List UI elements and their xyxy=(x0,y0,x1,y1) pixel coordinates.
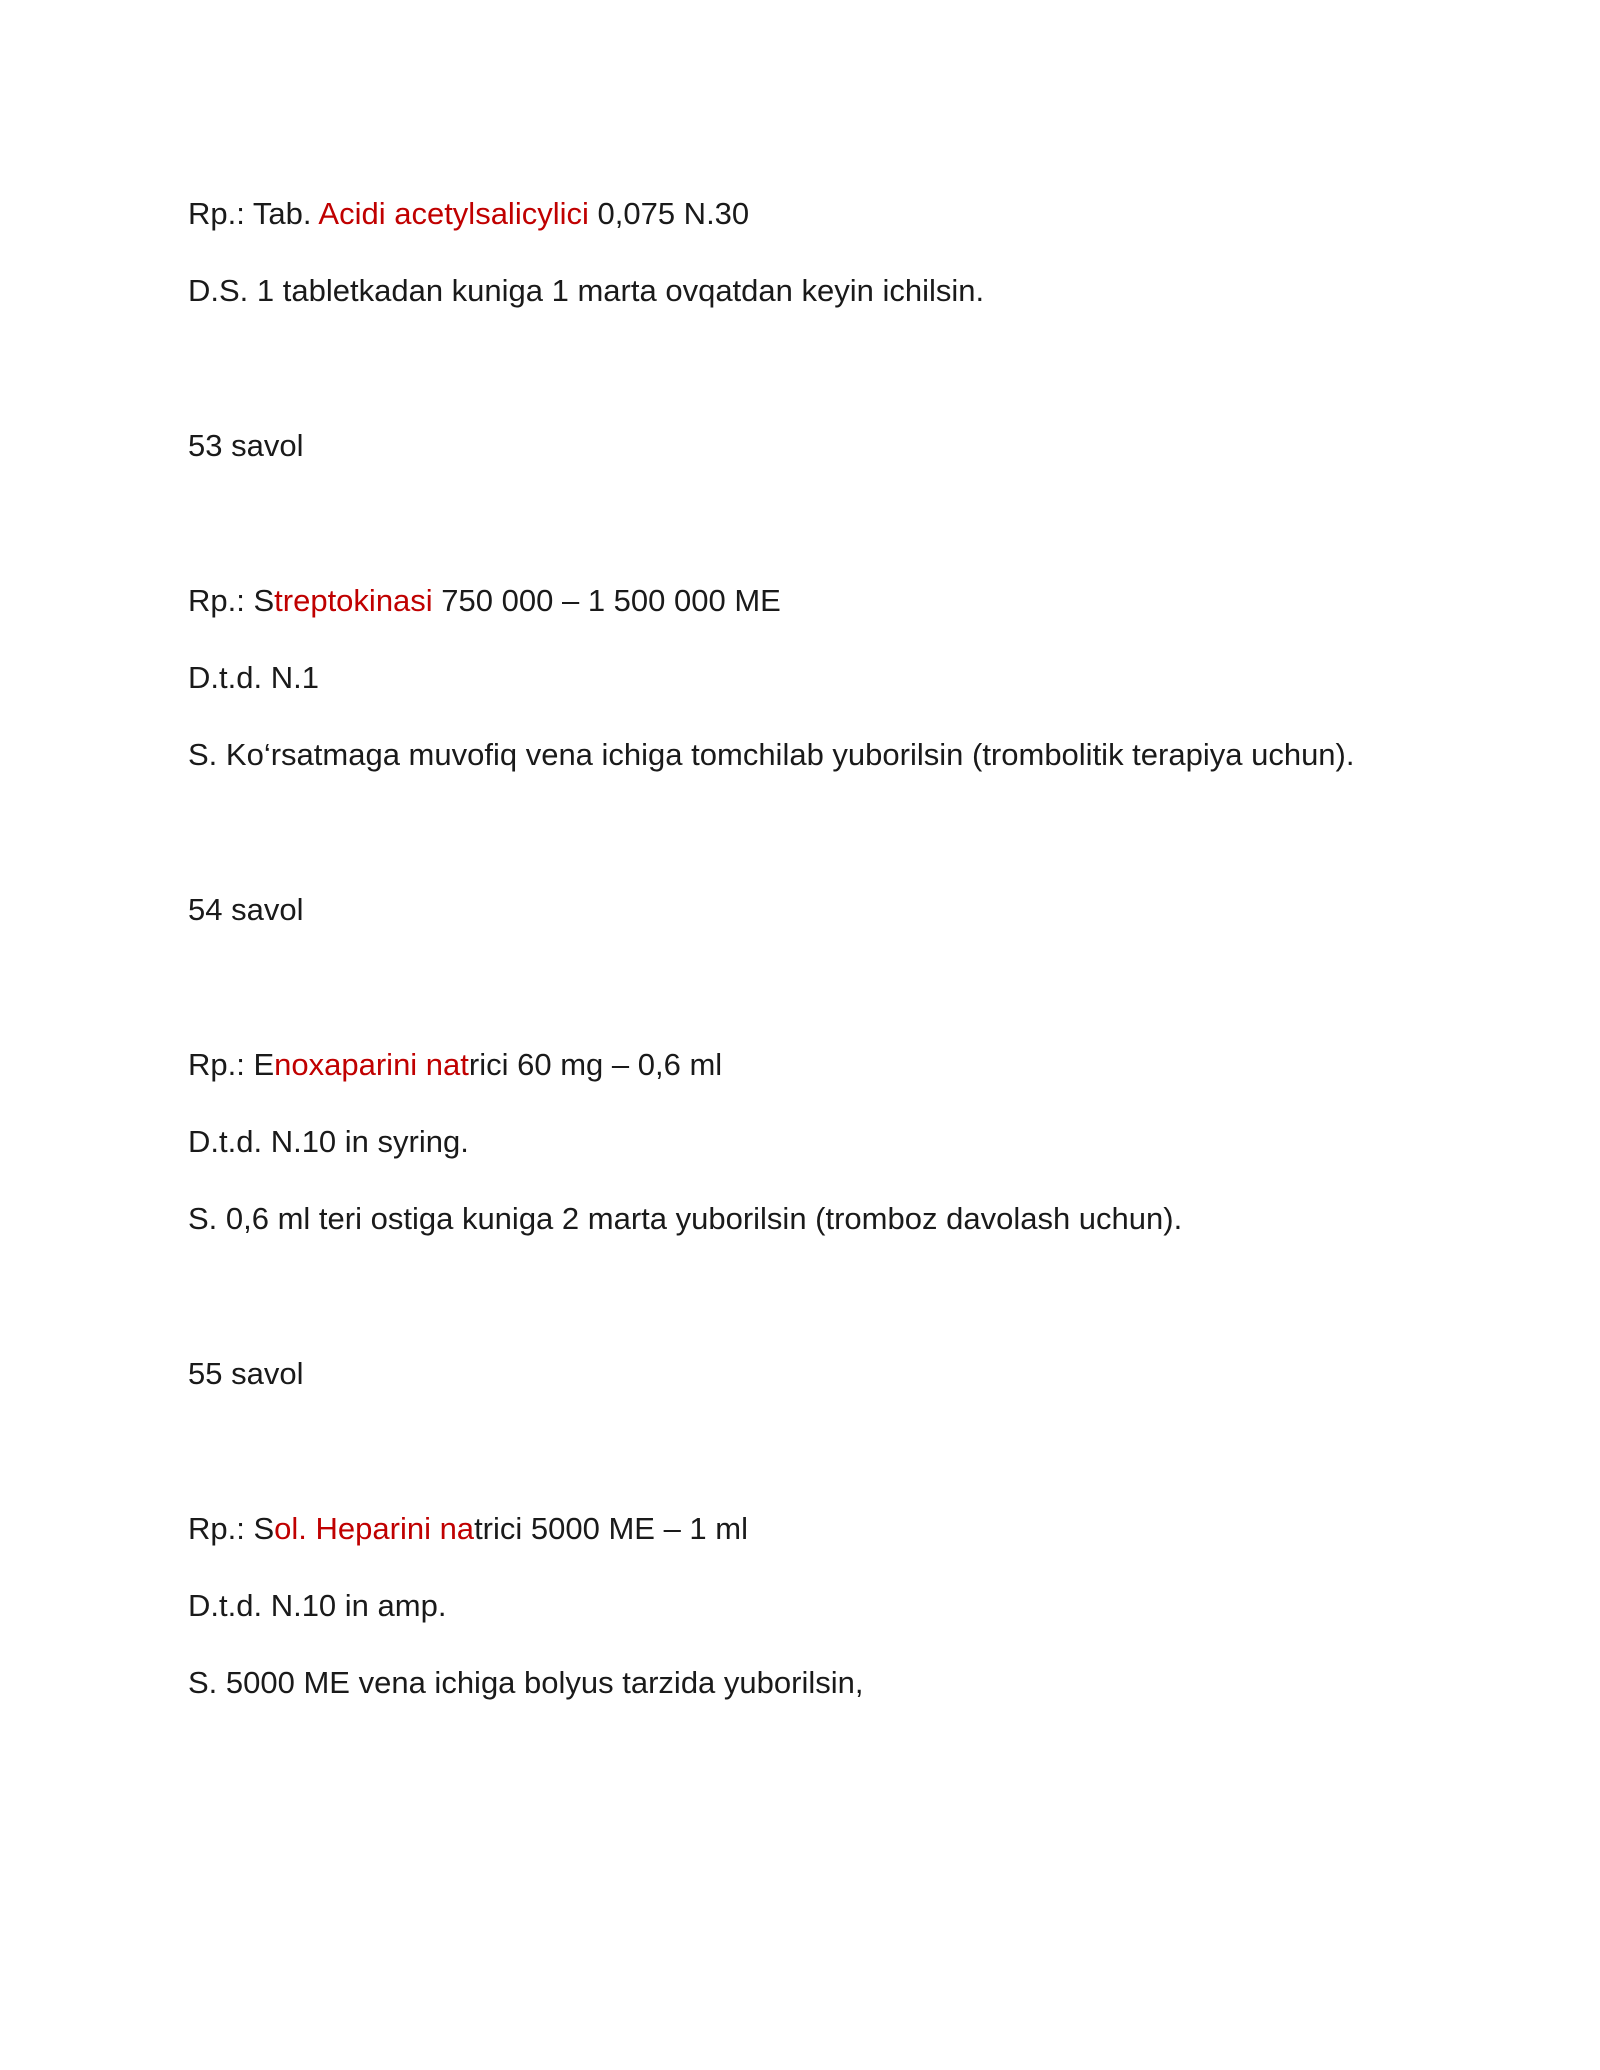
prescription-54-dtd: D.t.d. N.10 in syring. xyxy=(188,1124,469,1159)
dose-text: rici 60 mg – 0,6 ml xyxy=(468,1047,723,1082)
prescription-52-signa: D.S. 1 tabletkadan kuniga 1 marta ovqatdan keyin ichilsin. xyxy=(188,273,985,308)
prescription-55-rp-line xyxy=(188,1503,1420,1554)
prescription-54-signa: S. 0,6 ml teri ostiga kuniga 2 marta yuborilsin (tromboz davolash uchun). xyxy=(188,1201,1183,1236)
rp-prefix: Rp.: S xyxy=(188,583,275,618)
dose-text: 750 000 – 1 500 000 ME xyxy=(432,583,781,618)
prescription-53-dtd: D.t.d. N.1 xyxy=(188,660,319,695)
drug-name-highlight: treptokinasi xyxy=(274,583,433,618)
prescription-53-signa: S. Ko‘rsatmaga muvofiq vena ichiga tomchilab yuborilsin (trombolitik terapiya uchun). xyxy=(188,737,1355,772)
question-55-heading: 55 savol xyxy=(188,1356,304,1391)
drug-name-highlight: Acidi acetylsalicylici xyxy=(318,196,589,231)
prescription-52-rp-line xyxy=(188,188,1420,239)
prescription-53-rp-line xyxy=(188,575,1420,626)
drug-name-highlight: ol. Heparini na xyxy=(274,1511,475,1546)
question-54-heading: 54 savol xyxy=(188,892,304,927)
dose-text: trici 5000 ME – 1 ml xyxy=(474,1511,748,1546)
drug-name-highlight: noxaparini nat xyxy=(274,1047,469,1082)
question-53-heading: 53 savol xyxy=(188,428,304,463)
dose-text: 0,075 N.30 xyxy=(588,196,750,231)
rp-prefix: Rp.: S xyxy=(188,1511,275,1546)
prescription-55-signa: S. 5000 ME vena ichiga bolyus tarzida yuborilsin, xyxy=(188,1665,864,1700)
rp-prefix: Rp.: E xyxy=(188,1047,275,1082)
rp-prefix: Rp.: Tab. xyxy=(188,196,319,231)
prescription-54-rp-line xyxy=(188,1039,1420,1090)
prescription-55-dtd: D.t.d. N.10 in amp. xyxy=(188,1588,447,1623)
